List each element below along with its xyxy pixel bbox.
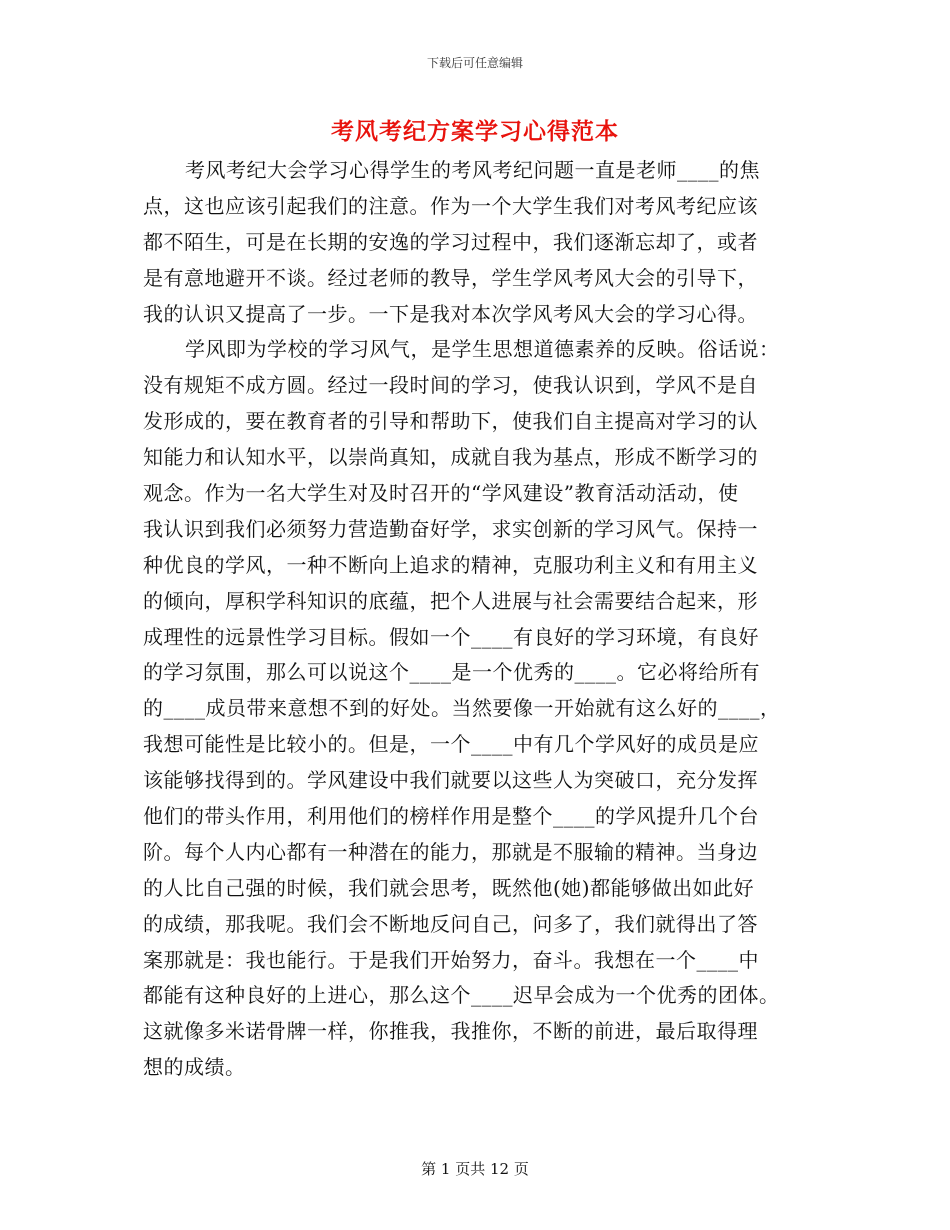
paragraph-line: 这就像多米诺骨牌一样，你推我，我推你，不断的前进，最后取得理 (143, 1019, 758, 1044)
paragraph-line: 都能有这种良好的上进心，那么这个____迟早会成为一个优秀的团体。 (143, 983, 780, 1008)
paragraph-line: 发形成的，要在教育者的引导和帮助下，使我们自主提高对学习的认 (143, 409, 758, 434)
paragraph-line: 知能力和认知水平，以崇尚真知，成就自我为基点，形成不断学习的 (143, 445, 758, 470)
paragraph-line: 想的成绩。 (143, 1055, 246, 1080)
paragraph-line: 该能够找得到的。学风建设中我们就要以这些人为突破口，充分发挥 (143, 768, 758, 793)
paragraph-line: 考风考纪大会学习心得学生的考风考纪问题一直是老师____的焦 (185, 158, 760, 182)
paragraph-line: 阶。每个人内心都有一种潜在的能力，那就是不服输的精神。当身边 (143, 839, 758, 864)
paragraph-line: 的学习氛围，那么可以说这个____是一个优秀的____。它必将给所有 (143, 660, 760, 685)
page-header-note: 下载后可任意编辑 (426, 56, 523, 70)
paragraph-line: 都不陌生，可是在长期的安逸的学习过程中，我们逐渐忘却了，或者 (143, 229, 758, 254)
document-title: 考风考纪方案学习心得范本 (331, 118, 619, 145)
paragraph-line: 案那就是：我也能行。于是我们开始努力，奋斗。我想在一个____中 (143, 947, 759, 972)
paragraph-line: 种优良的学风，一种不断向上追求的精神，克服功利主义和有用主义 (143, 552, 758, 577)
paragraph-line: 观念。作为一名大学生对及时召开的“学风建设”教育活动活动，使 (143, 481, 739, 506)
paragraph-line: 点，这也应该引起我们的注意。作为一个大学生我们对考风考纪应该 (143, 193, 758, 218)
paragraph-line: 学风即为学校的学习风气，是学生思想道德素养的反映。俗话说： (185, 337, 780, 362)
page-number-footer: 第 1 页共 12 页 (421, 1160, 529, 1178)
paragraph-line: 的____成员带来意想不到的好处。当然要像一开始就有这么好的____， (143, 696, 781, 721)
paragraph-line: 我想可能性是比较小的。但是，一个____中有几个学风好的成员是应 (143, 732, 759, 757)
document-body (143, 153, 807, 1086)
paragraph-line: 我的认识又提高了一步。一下是我对本次学风考风大会的学习心得。 (143, 301, 758, 326)
paragraph-line: 的倾向，厚积学科知识的底蕴，把个人进展与社会需要结合起来，形 (143, 588, 758, 613)
paragraph-line: 是有意地避开不谈。经过老师的教导，学生学风考风大会的引导下， (143, 265, 758, 290)
paragraph-line: 没有规矩不成方圆。经过一段时间的学习，使我认识到，学风不是自 (143, 373, 758, 398)
paragraph-line: 他们的带头作用，利用他们的榜样作用是整个____的学风提升几个台 (143, 804, 759, 829)
paragraph-line: 我认识到我们必须努力营造勤奋好学，求实创新的学习风气。保持一 (143, 516, 758, 541)
paragraph-line: 成理性的远景性学习目标。假如一个____有良好的学习环境，有良好 (143, 624, 759, 649)
paragraph-line: 的人比自己强的时候，我们就会思考，既然他(她)都能够做出如此好 (143, 875, 755, 900)
paragraph-line: 的成绩，那我呢。我们会不断地反问自己，问多了，我们就得出了答 (143, 911, 758, 936)
